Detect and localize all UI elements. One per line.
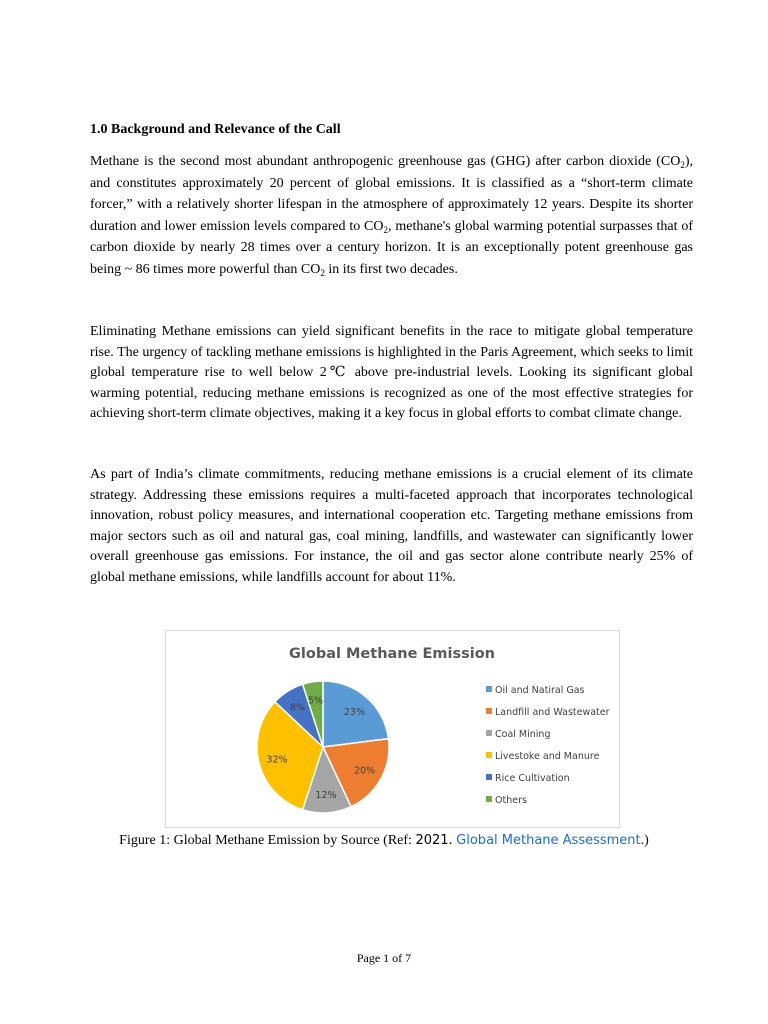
legend-swatch-0 [486,686,492,692]
caption-prefix: Figure 1: Global Methane Emission by Source (Ref: [119,833,416,848]
section-heading: 1.0 Background and Relevance of the Call [90,122,341,137]
figure-caption [0,833,768,849]
legend-label-1: Landfill and Wastewater [495,707,610,718]
legend-swatch-1 [486,708,492,714]
chart-canvas [166,631,619,827]
pie-data-label-3: 32% [266,754,288,766]
methane-pie-chart [165,630,620,828]
legend-label-0: Oil and Natiral Gas [495,685,585,696]
legend-swatch-4 [486,774,492,780]
pie-data-label-2: 12% [315,789,337,801]
pie-data-label-5: 5% [308,695,324,707]
legend-label-4: Rice Cultivation [495,773,570,784]
legend-label-3: Livestoke and Manure [495,751,600,762]
p1-text-b: ), and constitutes approximately 20 percent of global emissions. It is classified as a “short-term climate forcer,” with a relatively shorter lifespan in the atmosphere of approximately 12 years. Despite its shorter duration and lower emission levels compared to CO [90,154,693,234]
legend-label-5: Others [495,795,527,806]
pie-data-label-1: 20% [354,765,376,777]
legend-swatch-5 [486,796,492,802]
pie-data-label-0: 23% [343,706,365,718]
p1-text-a: Methane is the second most abundant anthropogenic greenhouse gas (GHG) after carbon dioxide (CO [90,154,681,169]
chart-legend [486,685,610,806]
page-number: Page 1 of 7 [356,951,412,965]
p1-subscript-2: 2 [383,224,389,235]
legend-swatch-2 [486,730,492,736]
caption-year: 2021. [415,833,453,848]
legend-label-2: Coal Mining [495,729,551,740]
p1-text-d: in its first two decades. [324,261,458,277]
chart-title: Global Methane Emission [288,646,496,662]
pie-data-label-4: 8% [289,702,306,714]
p1-text-c: , methane's global warming potential surpasses that of carbon dioxide by nearly 28 times over a century horizon. It is an exceptionally potent greenhouse gas being ~ 86 times more powerful than CO [90,218,693,277]
paragraph-india-commitments: As part of India’s climate commitments, reducing methane emissions is a crucial element of its climate strategy. Addressing these emissions requires a multi-faceted approach that incorporates technological innovation, robust policy measures, and international cooperation etc. Targeting methane emissions from major sectors such as oil and natural gas, coal mining, landfills, and wastewater can significantly lower overall greenhouse gas emissions. For instance, the oil and gas sector alone contribute nearly 25% of global methane emissions, while landfills account for about 11%. [90,467,693,585]
caption-suffix: .) [640,833,649,848]
paragraph-methane-background [90,151,693,280]
p1-subscript-1: 2 [680,160,685,170]
caption-reference-link[interactable]: Global Methane Assessment [456,833,641,848]
legend-swatch-3 [486,752,492,758]
p1-subscript-3: 2 [320,267,325,278]
paragraph-eliminating-methane: Eliminating Methane emissions can yield significant benefits in the race to mitigate global temperature rise. The urgency of tackling methane emissions is highlighted in the Paris Agreement, which seeks to limit global temperature rise to well below 2℃ above pre-industrial levels. Looking its significant global warming potential, reducing methane emissions is recognized as one of the most effective strategies for achieving short-term climate objectives, making it a key focus in global efforts to combat climate change. [90,324,693,422]
